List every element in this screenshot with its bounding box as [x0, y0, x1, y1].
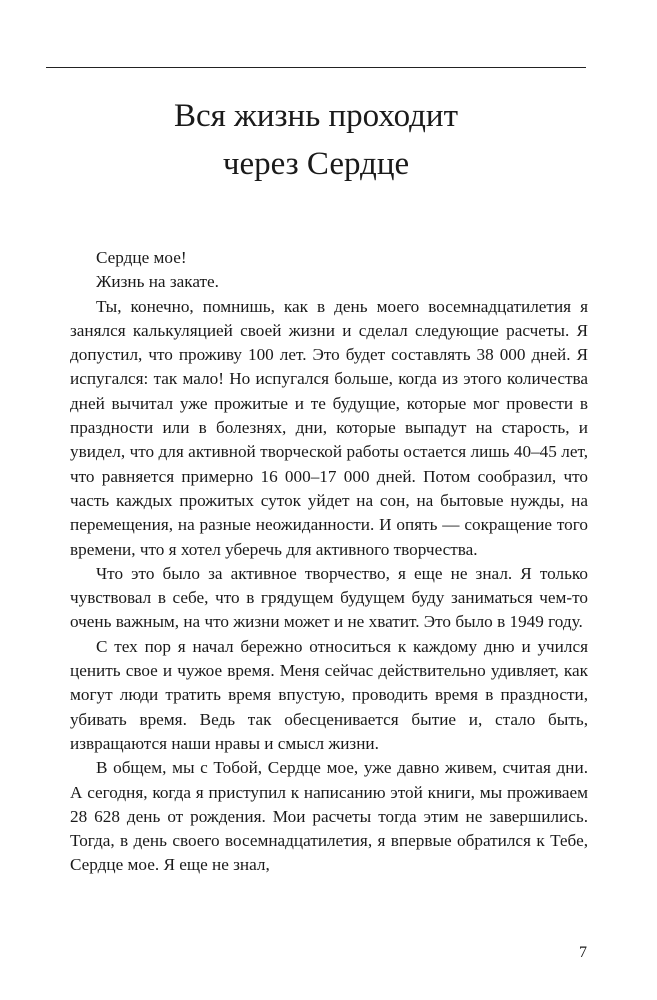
- chapter-title-line-2: через Сердце: [222, 146, 410, 182]
- chapter-title-line-1: Вся жизнь проходит: [173, 98, 459, 134]
- paragraph-sunset: Жизнь на закате.: [96, 272, 219, 292]
- paragraph: В общем, мы с Тобой, Сердце мое, уже давно живем, считая дни. А сегодня, когда я приступил к написанию этой книги, мы проживаем 28 628 день от рождения. Мои расчеты тогда этим не завершились. Тогда, в день своего восемнадцатилетия, я впервые обратился к Тебе, Сердце мое. Я еще не знал,: [70, 758, 588, 875]
- chapter-title: [46, 92, 586, 188]
- header-rule: [46, 67, 586, 68]
- body-text: [70, 246, 588, 878]
- paragraph-greeting: Сердце мое!: [96, 248, 187, 267]
- page-number: 7: [579, 944, 587, 961]
- paragraph: С тех пор я начал бережно относиться к каждому дню и учился ценить свое и чужое время. Меня сейчас действительно удивляет, как могут люди тратить время впустую, проводить время в праздности, убивать время. Ведь так обесценивается бытие и, стало быть, извращаются наши нравы и смысл жизни.: [70, 636, 588, 753]
- paragraph: Ты, конечно, помнишь, как в день моего восемнадцатилетия я занялся калькуляцией своей жизни и сделал следующие расчеты. Я допустил, что проживу 100 лет. Это будет составлять 38 000 дней. Я испугался: так мало! Но испугался больше, когда из этого количества дней вычитал уже прожитые и те будущие, которые мог провести в праздности или в болезнях, дни, которые выпадут на старость, и увидел, что для активной творческой работы остается лишь 40–45 лет, что равняется примерно 16 000–17 000 дней. Потом сообразил, что часть каждых прожитых суток уйдет на сон, на бытовые нужды, на перемещения, на разные неожиданности. И опять — сокращение того времени, что я хотел уберечь для активного творчества.: [70, 296, 588, 559]
- paragraph: Что это было за активное творчество, я еще не знал. Я только чувствовал в себе, что в грядущем будущем буду заниматься чем-то очень важным, на что жизни может и не хватит. Это было в 1949 году.: [70, 563, 588, 632]
